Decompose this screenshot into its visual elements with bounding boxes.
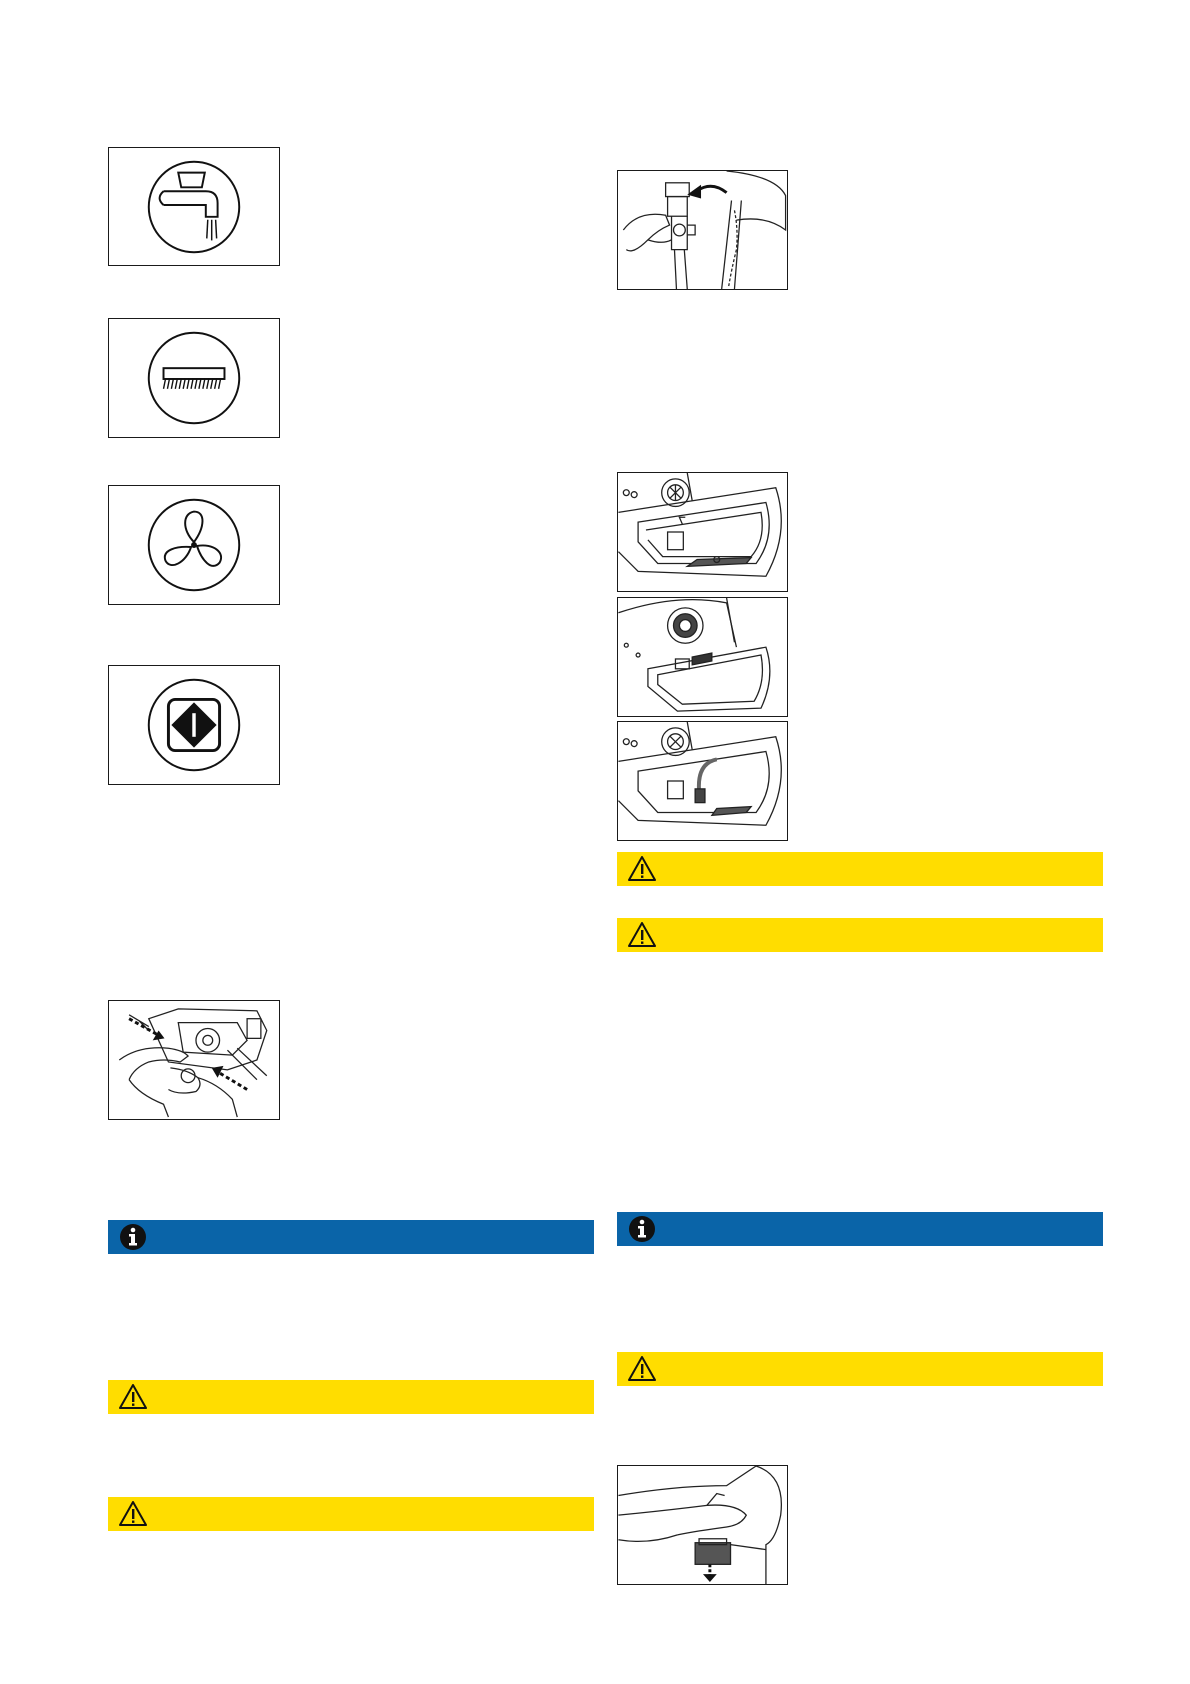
hose-valve-illustration — [618, 171, 787, 289]
warning-notice-bar — [108, 1380, 594, 1414]
filter-removal-illustration-frame — [617, 1465, 788, 1585]
info-icon — [118, 1222, 148, 1252]
water-tap-icon-frame — [108, 147, 280, 266]
tank-compartment-illustration-2 — [618, 598, 787, 716]
warning-triangle-icon — [118, 1382, 148, 1412]
info-icon — [627, 1214, 657, 1244]
warning-triangle-icon — [118, 1499, 148, 1529]
filter-removal-illustration — [618, 1466, 787, 1584]
warning-triangle-icon — [627, 854, 657, 884]
tank-compartment-illustration-2-frame — [617, 597, 788, 717]
warning-triangle-icon — [627, 1354, 657, 1384]
fan-icon-frame — [108, 485, 280, 605]
tank-compartment-illustration-1 — [618, 473, 787, 591]
warning-notice-bar — [617, 1352, 1103, 1386]
hands-pressing-clips-illustration-frame — [108, 1000, 280, 1120]
tank-compartment-illustration-1-frame — [617, 472, 788, 592]
warning-notice-bar — [617, 918, 1103, 952]
warning-notice-bar — [617, 852, 1103, 886]
info-notice-bar — [108, 1220, 594, 1254]
hands-pressing-clips-illustration — [109, 1001, 279, 1119]
power-switch-icon — [109, 666, 279, 784]
power-switch-icon-frame — [108, 665, 280, 785]
water-tap-icon — [109, 148, 279, 265]
brush-icon — [109, 319, 279, 437]
warning-notice-bar — [108, 1497, 594, 1531]
hose-valve-illustration-frame — [617, 170, 788, 290]
tank-compartment-hose-illustration-frame — [617, 721, 788, 841]
fan-icon — [109, 486, 279, 604]
tank-compartment-hose-illustration — [618, 722, 787, 840]
brush-icon-frame — [108, 318, 280, 438]
warning-triangle-icon — [627, 920, 657, 950]
info-notice-bar — [617, 1212, 1103, 1246]
